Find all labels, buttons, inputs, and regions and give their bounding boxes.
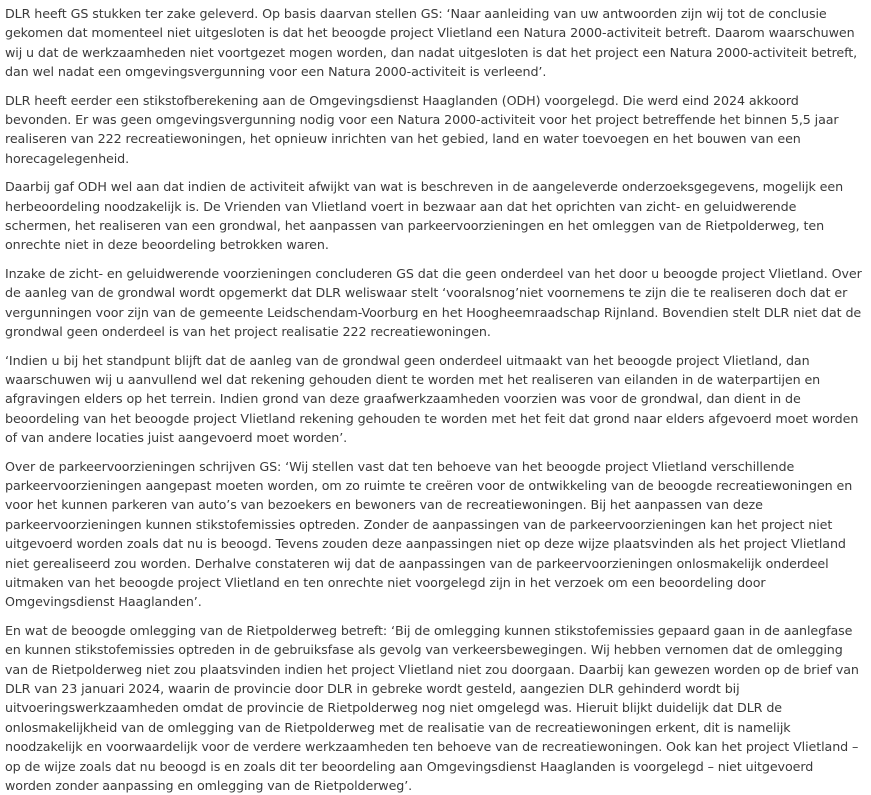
paragraph-parkeervoorzieningen: Over de parkeervoorzieningen schrijven GS: ‘Wij stellen vast dat ten behoeve van het beoogde project Vlietland verschillende parkeervoorzieningen aangepast moeten worden, om zo ruimte te creëren voor de ontwikkeling van de beoogde recreatiewoningen en voor het kunnen parkeren van auto’s van bezoekers en bewoners van de recreatiewoningen. Bij het aanpassen van deze parkeervoorzieningen kunnen stikstofemissies optreden. Zonder de aanpassingen van de parkeervoorzieningen kan het project niet uitgevoerd worden zoals dat nu is beoogd. Tevens zouden deze aanpassingen niet op deze wijze plaatsvinden als het project Vlietland niet gerealiseerd zou worden. Derhalve constateren wij dat de aanpassingen van de parkeervoorzieningen onlosmakelijk onderdeel uitmaken van het beoogde project Vlietland en ten onrechte niet voorgelegd zijn in het verzoek om een beoordeling door Omgevingsdienst Haaglanden’.	[5, 458, 853, 610]
paragraph-herbeoordeling: Daarbij gaf ODH wel aan dat indien de activiteit afwijkt van wat is beschreven in de aangeleverde onderzoeksgegevens, mogelijk een herbeoordeling noodzakelijk is. De Vrienden van Vlietland voert in bezwaar aan dat het oprichten van zicht- en geluidwerende schermen, het realiseren van een grondwal, het aanpassen van parkeervoorzieningen en het omleggen van de Rietpolderweg, ten onrechte niet in deze beoordeling betrokken waren.	[5, 179, 844, 253]
paragraph-waarschuwing-grondwal: ‘Indien u bij het standpunt blijft dat de aanleg van de grondwal geen onderdeel uitmaakt van het beoogde project Vlietland, dan waarschuwen wij u aanvullend wel dat rekening gehouden dient te worden met het realiseren van eilanden in de waterpartijen en afgravingen elders op het terrein. Indien grond van deze graafwerkzaamheden voorzien was voor de grondwal, dan dient in de beoordeling van het beoogde project Vlietland rekening gehouden te worden met het feit dat grond naar elders afgevoerd moet worden of van andere locaties juist aangevoerd moet worden’.	[5, 352, 859, 446]
paragraph-rietpolderweg: En wat de beoogde omlegging van de Rietpolderweg betreft: ‘Bij de omlegging kunnen stikstofemissies gepaard gaan in de aanlegfase en kunnen stikstofemissies optreden in de gebruiksfase als gevolg van verkeersbewegingen. Wij hebben vernomen dat de omlegging van de Rietpolderweg niet zou plaatsvinden indien het project Vlietland niet zou doorgaan. Daarbij kan gewezen worden op de brief van DLR van 23 januari 2024, waarin de provincie door DLR in gebreke wordt gesteld, aangezien DLR gehinderd wordt bij uitvoeringswerkzaamheden omdat de provincie de Rietpolderweg nog niet omgelegd was. Hieruit blijkt duidelijk dat DLR de onlosmakelijkheid van de omlegging van de Rietpolderweg met de realisatie van de recreatiewoningen erkent, dit is namelijk noodzakelijk en voorwaardelijk voor de verdere werkzaamheden ten behoeve van de recreatiewoningen. Ook kan het project Vlietland – op de wijze zoals dat nu beoogd is en zoals dit ter beoordeling aan Omgevingsdienst Haaglanden is voorgelegd – niet uitgevoerd worden zonder aanpassing en omlegging van de Rietpolderweg’.	[5, 622, 859, 794]
paragraph-gs-stukken: DLR heeft GS stukken ter zake geleverd. Op basis daarvan stellen GS: ‘Naar aanleiding van uw antwoorden zijn wij tot de conclusie gekomen dat momenteel niet uitgesloten is dat het beoogde project Vlietland een Natura 2000-activiteit betreft. Daarom waarschuwen wij u dat de werkzaamheden niet voortgezet mogen worden, dan nadat uitgesloten is dat het project een Natura 2000-activiteit betreft, dan wel nadat een omgevingsvergunning voor een Natura 2000-activiteit is verleend’.	[5, 6, 858, 80]
paragraph-stikstofberekening: DLR heeft eerder een stikstofberekening aan de Omgevingsdienst Haaglanden (ODH) voorgelegd. Die werd eind 2024 akkoord bevonden. Er was geen omgevingsvergunning nodig voor een Natura 2000-activiteit voor het project betreffende het binnen 5,5 jaar realiseren van 222 recreatiewoningen, het opnieuw inrichten van het gebied, land en water toevoegen en het bouwen van een horecagelegenheid.	[5, 92, 839, 166]
paragraph-grondwal: Inzake de zicht- en geluidwerende voorzieningen concluderen GS dat die geen onderdeel van het door u beoogde project Vlietland. Over de aanleg van de grondwal wordt opgemerkt dat DLR weliswaar stelt ‘vooralsnog’niet voornemens te zijn die te realiseren doch dat er vergunningen voor zijn van de gemeente Leidschendam-Voorburg en het Hoogheemraadschap Rijnland. Bovendien stelt DLR niet dat de grondwal geen onderdeel is van het project realisatie 222 recreatiewoningen.	[5, 265, 862, 340]
